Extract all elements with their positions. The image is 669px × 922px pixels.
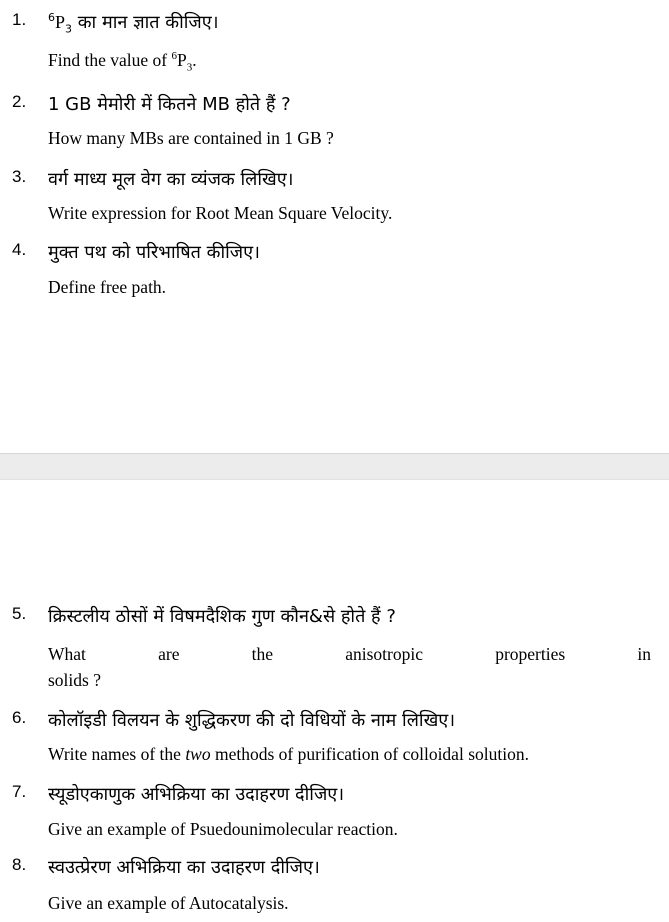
question-hindi: स्वउत्प्रेरण अभिक्रिया का उदाहरण दीजिए। (48, 857, 320, 878)
page-bottom (0, 480, 669, 922)
question-english: How many MBs are contained in 1 GB ? (48, 128, 334, 148)
word: are (158, 644, 180, 664)
question-english: Define free path. (48, 277, 167, 297)
question-hindi: 1 GB मेमोरी में कितने MB होते हैं ? (48, 94, 291, 115)
page-separator (0, 453, 669, 480)
question-english: Write names of the two methods of purification of colloidal solution. (48, 744, 529, 764)
question-english: Give an example of Autocatalysis. (48, 893, 289, 913)
question-hindi: कोलॉइडी विलयन के शुद्धिकरण की दो विधियों के नाम लिखिए। (48, 710, 456, 731)
page-top (0, 0, 669, 453)
question-number: 6. (12, 708, 27, 727)
question-hindi: $^6P_3$ का मान ज्ञात कीजिए। (48, 11, 219, 36)
word: the (251, 644, 274, 664)
question-number: 1. (12, 10, 27, 29)
question-english-wrap: solids ? (48, 670, 101, 690)
question-hindi: स्यूडोएकाणुक अभिक्रिया का उदाहरण दीजिए। (48, 784, 345, 805)
question-hindi: वर्ग माध्य मूल वेग का व्यंजक लिखिए। (48, 169, 294, 190)
question-english: Give an example of Psuedounimolecular reaction. (48, 819, 398, 839)
question-number: 7. (12, 782, 27, 801)
word: in (637, 644, 651, 664)
question-number: 2. (12, 92, 27, 111)
question-number: 3. (12, 167, 27, 186)
question-number: 4. (12, 240, 27, 259)
question-hindi: क्रिस्टलीय ठोसों में विषमदैशिक गुण कौन&से होते हैं ? (48, 606, 396, 627)
question-english: Find the value of $^6P_3$. (48, 50, 197, 74)
word: properties (495, 644, 566, 664)
question-hindi: मुक्त पथ को परिभाषित कीजिए। (48, 242, 260, 263)
word: anisotropic (345, 644, 423, 664)
question-english: Write expression for Root Mean Square Velocity. (48, 203, 393, 223)
question-number: 5. (12, 604, 27, 623)
word: What (48, 644, 86, 664)
question-number: 8. (12, 855, 27, 874)
question-english-line (48, 644, 651, 665)
